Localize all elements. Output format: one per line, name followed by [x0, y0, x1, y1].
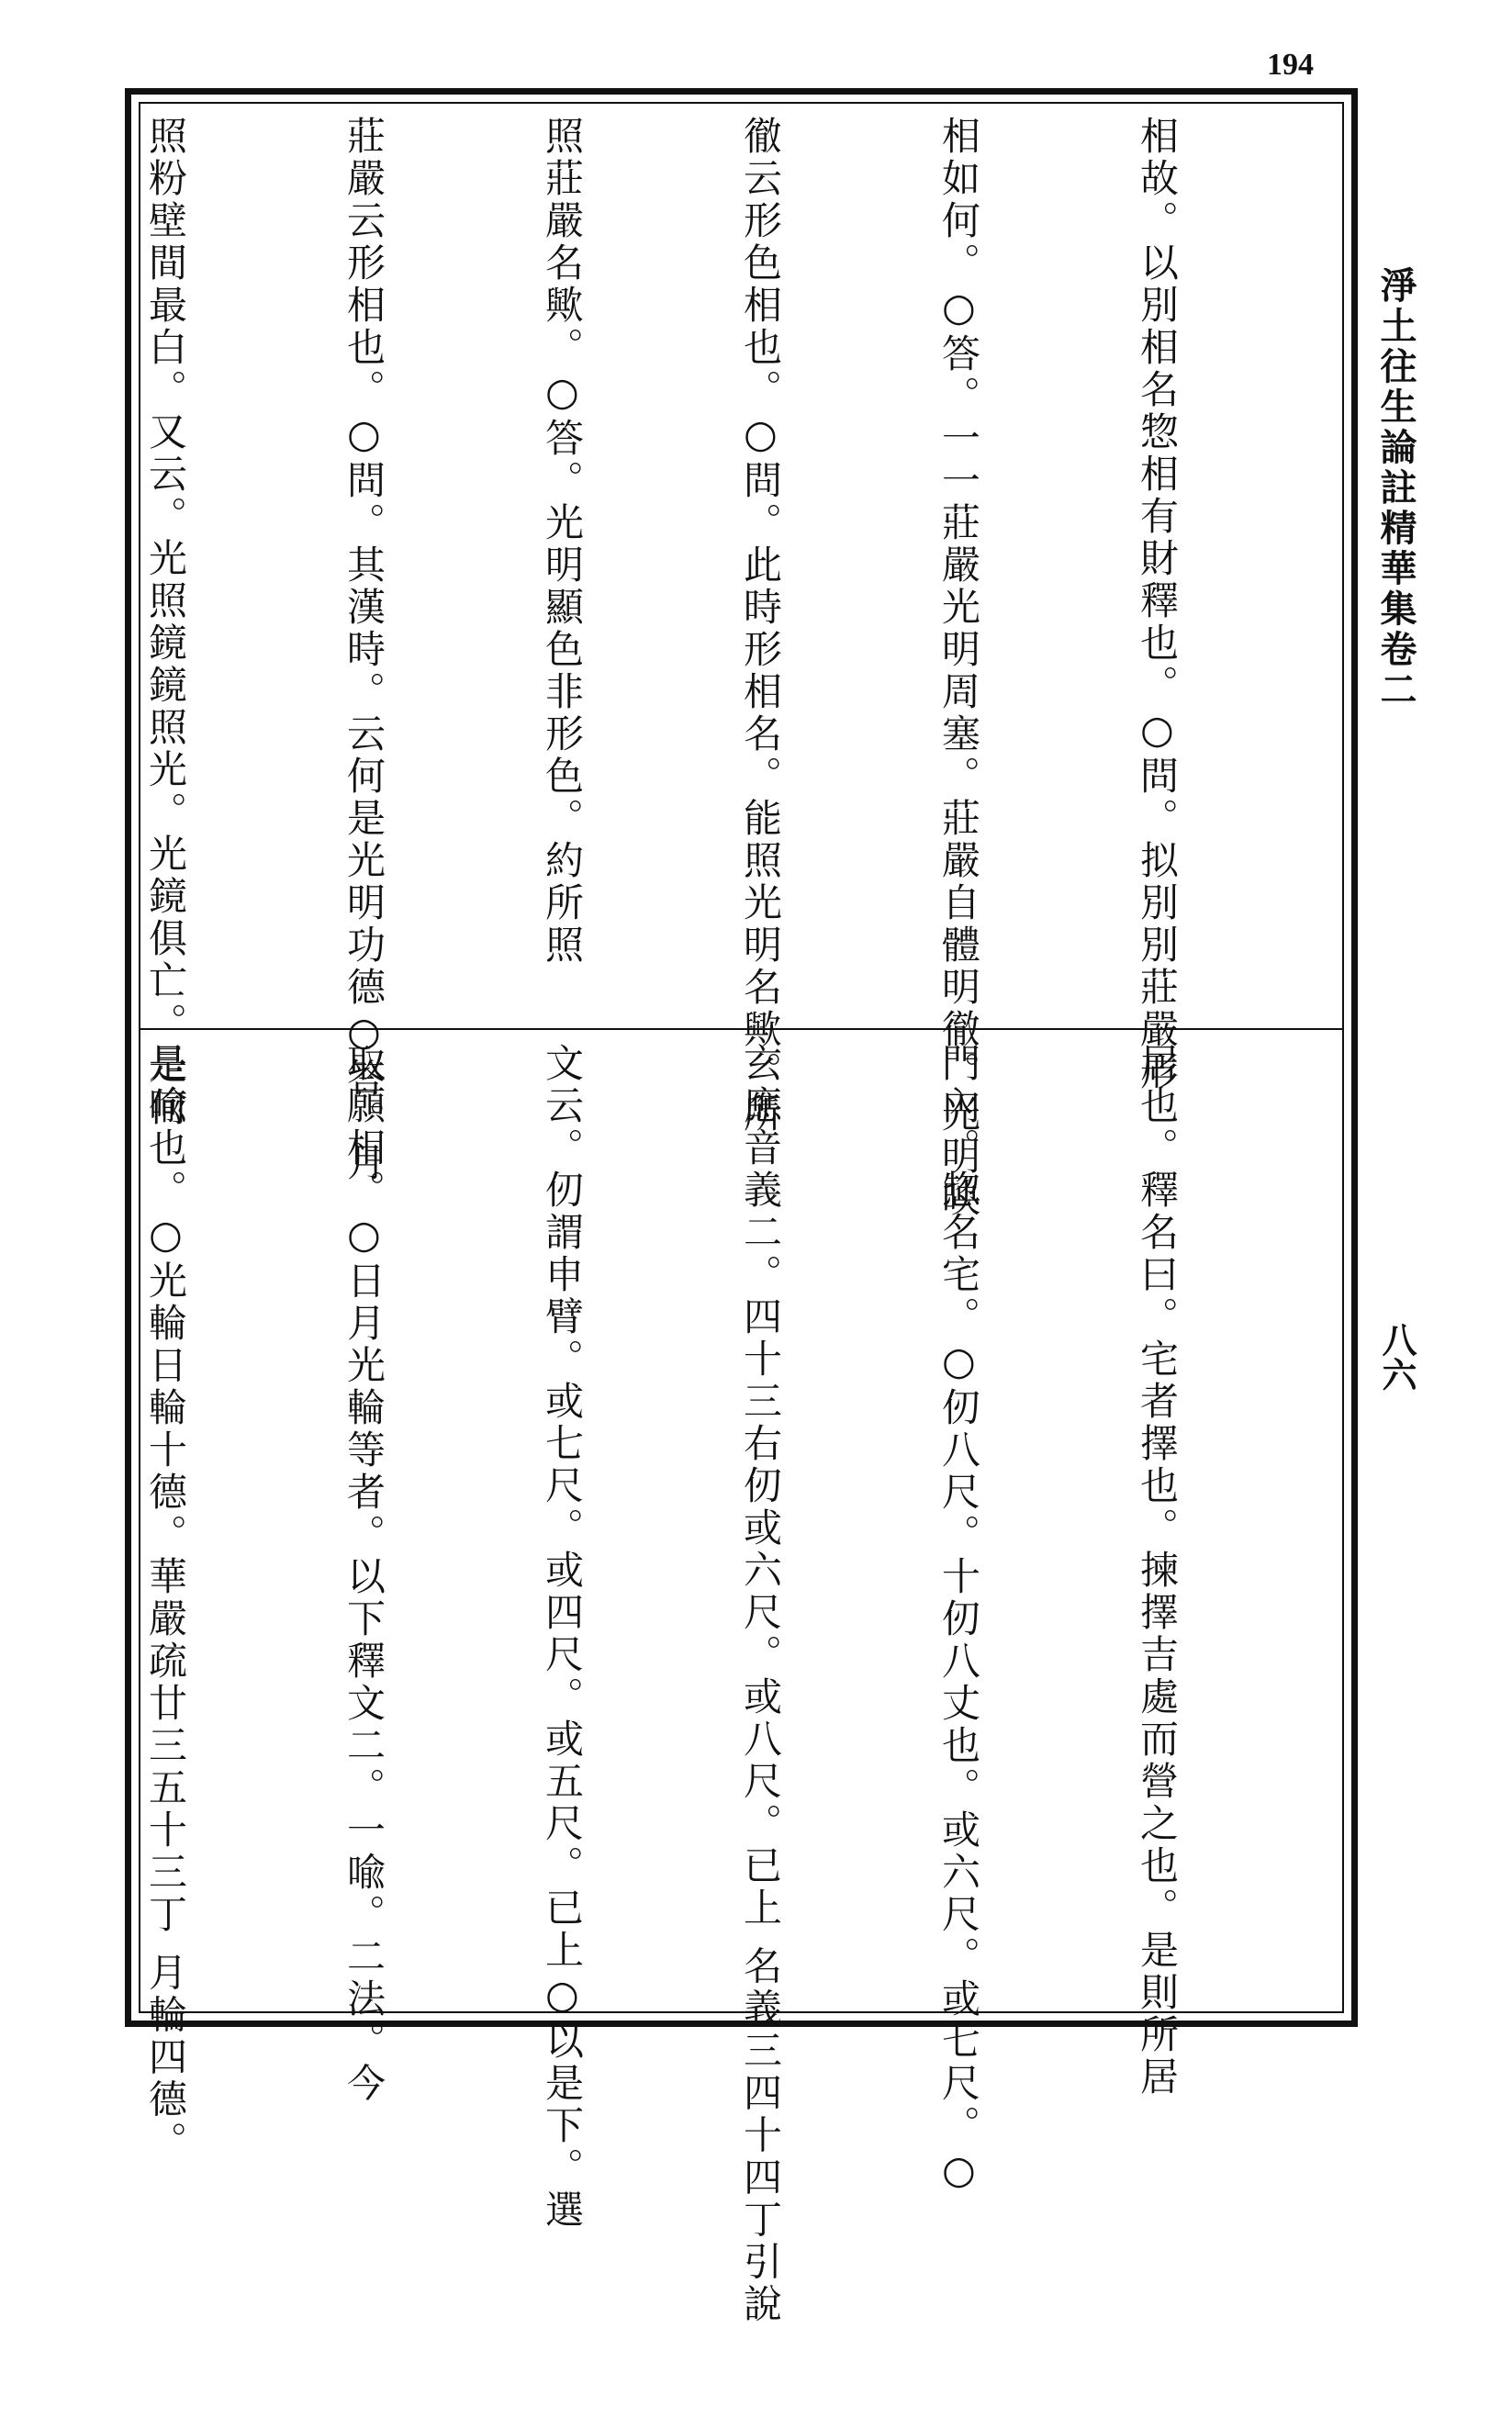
text-column: 居也。釋名曰。宅者擇也。揀擇吉處而營之也。是則所居	[1135, 1043, 1180, 2099]
text-column: 取願相。○日月光輪等者。以下釋文二。一喩。二法。今	[342, 1043, 386, 2105]
text-column: 是喩也。○光輪日輪十德。華嚴疏廿三五十三丁 月輪四德。	[143, 1043, 188, 2164]
text-column: 文云。仞謂申臂。或七尺。或四尺。或五尺。已上○以是下。選	[540, 1043, 585, 2232]
text-column: 照莊嚴名歟。○答。光明顯色非形色。約所照	[540, 116, 585, 967]
text-column: 相故。以別相名惣相有財釋也。○問。拟別別莊嚴形	[1135, 116, 1180, 1093]
text-column: 相如何。○答。一一莊嚴光明周塞。莊嚴自體明徹。光明映	[936, 116, 981, 1220]
text-column: 玄應音義二。四十三右仞或六尺。或八尺。已上 名義三四十四丁引說	[738, 1043, 783, 2326]
text-column: 徹云形色相也。○問。此時形相名。能照光明名歟。所	[738, 116, 783, 1136]
folio-number: 八六	[1376, 1322, 1417, 1392]
running-title: 淨土往生論註精華集卷二	[1374, 266, 1417, 711]
text-column: 莊嚴云形相也。○問。其漢時。云何是光明功德○答。月	[342, 116, 386, 1184]
upper-text-block	[143, 116, 1322, 1220]
text-column: 照粉壁間最白。又云。光照鏡鏡照光。光鏡俱亡。是何	[143, 116, 188, 1129]
text-column: 門內。惣名宅。○仞八尺。十仞八丈也。或六尺。或七尺。○	[936, 1043, 981, 2196]
lower-text-block	[143, 1043, 1322, 2326]
page-number: 194	[1267, 48, 1314, 82]
